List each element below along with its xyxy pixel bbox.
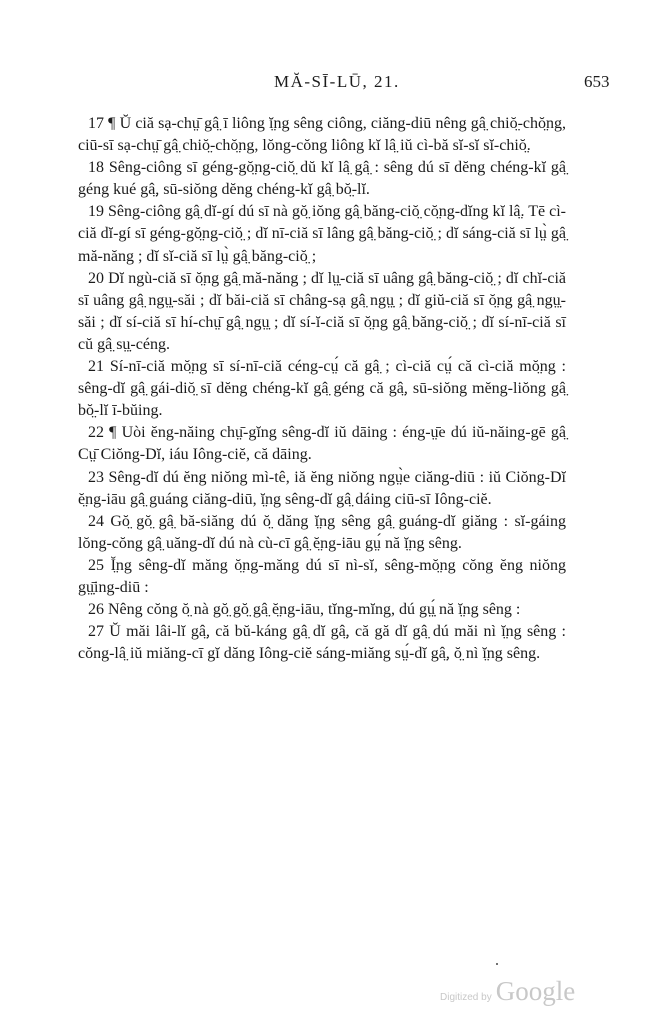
page-header	[0, 72, 654, 98]
verse-20: 20 Dĭ ngù-ciă sī ŏ̤ng gâ̤ mă-năng ; dĭ lṳ̣-ciă sī uâng gâ̤ băng-ciŏ̤ ; dĭ chĭ-ciă sī uâng gâ̤ ngṳ̣-săi ; dĭ băi-ciă sī châng-sạ gâ̤ ngṳ̣ ; dĭ giŭ-ciă sī ŏ̤ng gâ̤ ngṳ̣-săi ; dĭ sí-ciă sī hí-chṳ̄ gâ̤ ngṳ̣ ; dĭ sí-ĭ-ciă sī ŏ̤ng gâ̤ băng-ciŏ̤ ; dĭ sí-nī-ciă sī cŭ gâ̤ sṳ̣-céng.	[78, 269, 566, 353]
verse-27: 27 Ŭ măi lâi-lĭ gâ̤, că bŭ-káng gâ̤ dĭ gâ̤, că gă dĭ gâ̤ dú măi nì ĭ̤ng sêng : cŏng-lâ̤ iŭ miăng-cī gĭ dăng Iông-ciĕ sáng-miăng sṳ́-dĭ gâ̤, ŏ̤ nì ĭ̤ng sêng.	[78, 623, 566, 663]
verse-18: 18 Sêng-ciông sī géng-gŏ̤ng-ciŏ̤ dŭ kĭ lâ̤ gâ̤ : sêng dú sī dĕng chéng-kĭ gâ̤ géng kué gâ̤, sū-siŏng dĕng chéng-kĭ gâ̤ bŏ̤-lĭ.	[78, 159, 566, 199]
verse-19: 19 Sêng-ciông gâ̤ dĭ-gí dú sī nà gŏ̤ iŏng gâ̤ băng-ciŏ̤ cŏ̤ng-dĭng kĭ lâ̤. Tē cì-ciă dĭ-gí sī géng-gŏ̤ng-ciŏ̤ ; dĭ nī-ciă sī lâng gâ̤ băng-ciŏ̤ ; dĭ sáng-ciă sī lṳ̀ gâ̤ mă-năng ; dĭ sĭ-ciă sī lṳ̀ gâ̤ băng-ciŏ̤ ;	[78, 203, 566, 265]
verse-22: 22 ¶ Uòi ĕng-năing chṳ̄-gĭng sêng-dĭ iŭ dāing : éng-ṳ̄e dú iŭ-năing-gē gâ̤ Cṳ̄ Ciŏng-Dĭ, iáu Iông-ciĕ, că dāing.	[78, 424, 566, 464]
watermark-brand: Google	[495, 976, 576, 1006]
digitization-watermark	[440, 976, 575, 1007]
body-text	[78, 113, 566, 665]
watermark-prefix: Digitized by	[440, 992, 492, 1003]
verse-17: 17 ¶ Ŭ ciă sạ-chṳ̄ gâ̤ ī liông ĭ̤ng sêng ciông, ciăng-diū nêng gâ̤ chiŏ̤-chŏ̤ng, ciū-sī sạ-chṳ̄ gâ̤ chiŏ̤-chŏ̤ng, lŏng-cŏng liông kĭ lâ̤ iŭ cì-bă sĭ-sĭ sĭ-chiŏ̤.	[78, 115, 566, 155]
running-head: MĂ-SĪ-LŪ, 21.	[274, 72, 400, 91]
verse-21: 21 Sí-nī-ciă mŏ̤ng sī sí-nī-ciă céng-cṳ́ că gâ̤ ; cì-ciă cṳ́ că cì-ciă mŏ̤ng : sêng-dĭ gâ̤ gái-diŏ̤ sī dĕng chéng-kĭ gâ̤ géng că gâ̤, sū-siŏng mĕng-liŏng gâ̤ bŏ̤-lĭ ī-bŭing.	[78, 358, 566, 420]
verse-25: 25 Ĭ̤ng sêng-dĭ măng ŏ̤ng-măng dú sī nì-sĭ, sêng-mŏ̤ng cŏng ĕng niŏng gṳ̣̄ing-diū :	[78, 556, 566, 596]
verse-26: 26 Nêng cŏng ŏ̤ nà gŏ̤ gŏ̤ gâ̤ ĕ̤ng-iāu, tĭng-mĭng, dú gṳ̣́ nă ĭ̤ng sêng :	[88, 601, 521, 619]
verse-23: 23 Sêng-dĭ dú ĕng niŏng mì-tê, iă ĕng niŏng ngṳ̀e ciăng-diū : iŭ Ciŏng-Dĭ ĕ̤ng-iāu gâ̤ guáng ciăng-diū, ĭ̤ng sêng-dĭ gâ̤ dáing ciū-sī Iông-ciĕ.	[78, 468, 566, 508]
page-number: 653	[584, 72, 610, 91]
verse-24: 24 Gŏ̤ gŏ̤ gâ̤ bă-siăng dú ŏ̤ dăng ĭ̤ng sêng gâ̤ guáng-dĭ giăng : sĭ-gáing lŏng-cŏng gâ̤ uăng-dĭ dú nà cù-cī gâ̤ ĕ̤ng-iāu gṳ́ nă ĭ̤ng sêng.	[78, 512, 566, 552]
ink-speck	[496, 963, 498, 965]
